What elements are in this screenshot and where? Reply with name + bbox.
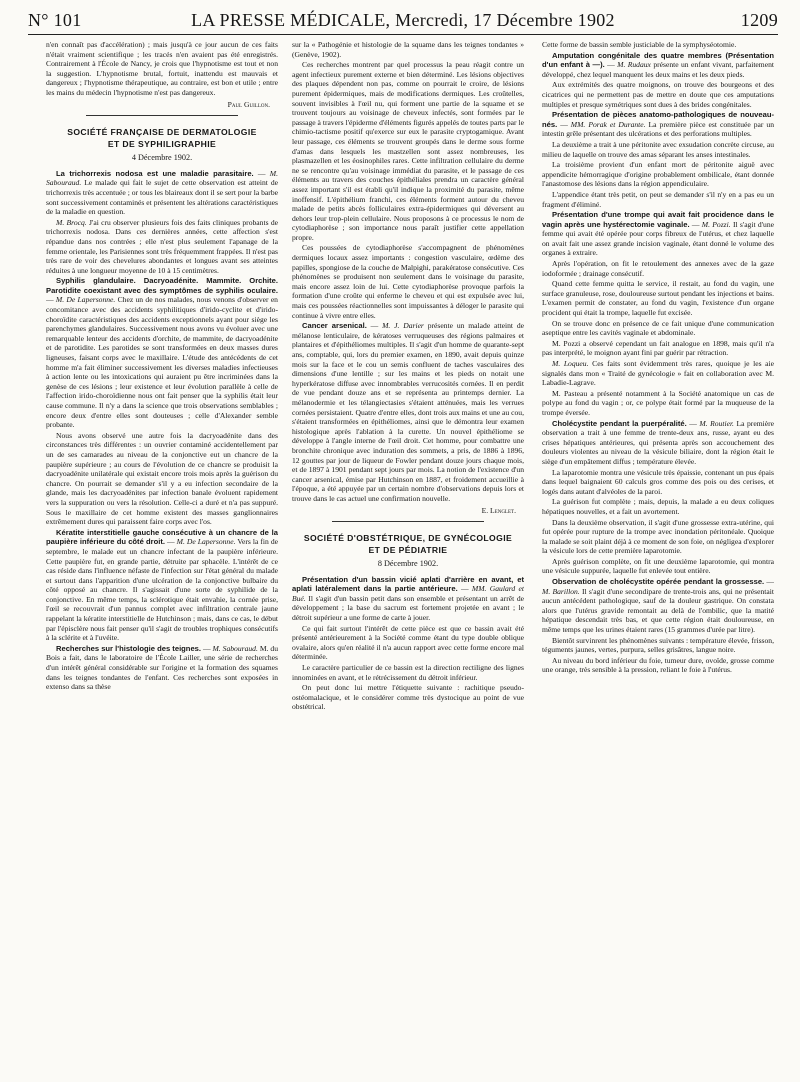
author: M. Pozzi. — [701, 219, 731, 229]
article-heading: Présentation d'un bassin vicié aplati d'arrière en avant, et aplati latéralement dans la partie antérieure. — [292, 574, 524, 594]
author: MM. Gaulard et Bué. — [292, 584, 524, 603]
author: M. Rudaux — [617, 60, 651, 70]
signature: E. Lenglet. — [481, 505, 516, 515]
header-rule — [28, 34, 778, 35]
article-text: Il s'agit d'un bassin petit dans son ensemble et présentant un arrêt de développement ; la base du sacrum est fortement projetée en avant ; le détroit supérieur a une forme de carte à jouer. — [292, 593, 524, 623]
article-heading: Syphilis glandulaire. Dacryoadénite. Mammite. Orchite. Parotidite coexistant avec des symptômes de syphilis oculaire. — [46, 276, 278, 295]
signature: Paul Guillon. — [227, 99, 270, 109]
article-heading: Observation de cholécystite opérée pendant la grossesse. — [552, 577, 765, 587]
author: M. J. Darier — [382, 321, 424, 331]
paragraph: Quand cette femme quitta le service, il restait, au fond du vagin, une surface granuleuse, rose, douloureuse surtout pendant les injections et bains. L'examen permit de constater, au fond du vagin, l'existence d'un organe procident qui était la trompe, laquelle fut excisée. — [542, 279, 774, 318]
paragraph: Ces recherches montrent par quel processus la peau réagit contre un agent infectieux purement externe et bien déterminé. Les lésions objectives des plaques dépendent non pas, comme on pourrait le croire, de lésions purement épidermiques, mais de modifications dermiques. Les croûtelles, souvent invisibles à l'œil nu, qui forment une partie de la squame et se trouvent toujours au voisinage de cheveux infectés, sont formées par le passage à travers l'épiderme d'éléments figurés appelés de toutes parts par le chimio-tactisme positif qu'exerce sur eux le parasite cryptogamique. Avant leur passage, ces éléments se trouvent groupés dans le derme sous forme d'amas dans lesquels les mastzellen sont assez nombreuses, les plasmazellen et les éosinophiles rares. Cette infiltration cellulaire du derme ne se rencontre qu'au voisinage immédiat du parasite, et le passage de ces éléments au travers des couches épithéliales prendra un caractère général assez important s'il est établi qu'il indique la proximité du parasite, même inoffensif. L'épithélium franchi, ces éléments forment autour du cheveu malade de petits abcès folliculaires extra-épidermiques qui déversent au dehors leur trop-plein cellulaire. Nous proposons à ce processus le nom de cytodiaphorèse ; son importance nous paraît justifier cette appellation propre. — [292, 60, 524, 242]
article-heading: La trichorrexis nodosa est une maladie parasitaire. — [56, 168, 254, 178]
society-heading — [292, 532, 524, 556]
paragraph: La guérison fut complète ; mais, depuis, la malade a eu deux coliques hépatiques nouvelles, et a fait un avortement. — [542, 497, 774, 516]
paragraph: Présentation de pièces anatomo-pathologiques de nouveau-nés. — MM. Porak et Durante. La première pièce est constituée par un intestin grêle présentant des ulcérations et des perforations multiples. — [542, 110, 774, 139]
paragraph: Observation de cholécystite opérée pendant la grossesse. — M. Barillon. Il s'agit d'une secondipare de trente-trois ans, qui ne présentait aucun antécédent pathologique, sauf de la douleur gastrique. On constata alors que l'utérus gravide remontait au delà de l'ombilic, que la matité hépatique descendait très bas, et que cette région était douloureuse, en même temps que les urines étaient rares (15 grammes d'urée par litre). — [542, 577, 774, 635]
article-heading: Cancer arsenical. — [302, 321, 367, 331]
paragraph: La trichorrexis nodosa est une maladie parasitaire. — M. Sabouraud. Le malade qui fait le sujet de cette observation est atteint de trichorrexis très accentuée ; or tous les blaireaux dont il se sert pour la barbe sont successivement contaminés et présentent les altérations caractéristiques de la maladie en question. — [46, 168, 278, 217]
paragraph: Aux extrémités des quatre moignons, on trouve des bourgeons et des cicatrices qui ne permettent pas de mettre en doute que ces amputations multiples et presque symétriques sont dues à des brides congénitales. — [542, 80, 774, 109]
article-text: Le malade qui fait le sujet de cette observation est atteint de trichorrexis très accentuée ; or tous les blaireaux dont il se sert pour la barbe sont successivement contaminés et présentent les altérations caractéristiques de la maladie en question. — [46, 178, 278, 217]
session-date: 8 Décembre 1902. — [377, 559, 439, 569]
article-heading: Cholécystite pendant la puerpéralité. — [552, 418, 687, 428]
society-heading — [46, 126, 278, 150]
paragraph: Syphilis glandulaire. Dacryoadénite. Mammite. Orchite. Parotidite coexistant avec des symptômes de syphilis oculaire. — M. De Lapersonne. Chez un de nos malades, nous venons d'observer en concomitance avec des accidents syphilitiques d'irido-cyclite et d'irido-choroïdite caractéristiques des accidents exceptionnels ayant pour siège les parenchymes glandulaires. Successivement nous avons vu évoluer avec une remarquable lenteur des accidents d'orchite, de mammite, de dacryoadénite et de parotidite. Les parotides se sont transformées en deux masses dures ligneuses, faisant corps avec le maxillaire. L'étude des antécédents de cet homme m'a fait éliminer successivement les diverses maladies infectieuses à action lente ou les intoxications qui auraient pu être incriminées dans la genèse de ces lésions ; leur existence et leur évolution parallèle à celle de l'affection irido-choroïdienne nous ont fait penser que la syphilis était leur cause commune. Il n'y a dans la science que trois observations semblables ; encore deux d'entre elles sont douteuses ; celle d'Alexander semble probante. — [46, 276, 278, 430]
article-heading: Présentation d'une trompe qui avait fait procidence dans le vagin après une hystérectomie vaginale. — [542, 210, 774, 229]
running-head — [28, 8, 778, 34]
paragraph: La laparotomie montra une vésicule très épaissie, contenant un pus épais dans lequel baignaient 60 calculs gros comme des pois ou des cerises, et logés dans autant d'alvéoles de la paroi. — [542, 467, 774, 496]
paragraph — [46, 218, 278, 276]
paragraph: Cholécystite pendant la puerpéralité. — M. Routier. La première observation a trait à une femme de trente-deux ans, russe, ayant eu des crises hépatiques antérieures, qui présenta après son accouchement des douleurs violentes au niveau de la vésicule biliaire, dont la région était le siège d'un empâtement diffus ; température élevée. — [542, 418, 774, 466]
author: M. Brocq. — [56, 217, 87, 227]
paragraph: Après l'opération, on fit le retoulement des annexes avec de la gaze iodoformée ; drainage consécutif. — [542, 259, 774, 278]
article-text: Il s'agit d'une femme qui avait été opérée pour corps fibreux de l'utérus, et chez laquelle on avait fait une assez grande incision vaginale, étant donné le volume des organes à extraire. — [542, 219, 774, 258]
author: M. De Lapersonne. — [176, 537, 236, 547]
society-heading-line: SOCIÉTÉ FRANÇAISE DE DERMATOLOGIE — [67, 127, 257, 138]
paragraph: Kératite interstitielle gauche consécutive à un chancre de la paupière inférieure du côté droit. — M. De Lapersonne. Vers la fin de septembre, le malade eut un chancre infectant de la paupière inférieure. Cette paupière fut, en grande partie, détruite par sphacèle. L'intérêt de ce cas réside dans l'influence néfaste de l'infection sur l'état général du malade et surtout dans l'apparition d'une ulcération de la conjonctive bulbaire du côté opposé au chancre. Il s'agissait d'une sorte de syphilide de la conjonctive. En même temps, la sclérotique était envahie, la cornée prise, l'œil se recouvrait d'un pannus complet avec infiltration centrale jaune rappelant la kératite interstitielle de Hutchinson ; mais, dans ce cas, le début par l'épisclère nous fait penser qu'il s'agit de troubles trophiques consécutifs à la sclérite et à l'uvéite. — [46, 527, 278, 643]
author: M. Sabouraud. — [46, 168, 278, 188]
paragraph: On peut donc lui mettre l'étiquette suivante : rachitique pseudo-ostéomalacique, et le considérer comme très dystocique au point de vue obstétrical. — [292, 683, 524, 712]
section-rule — [86, 115, 238, 116]
page-number-left: N° 101 — [28, 10, 82, 30]
paragraph: Cancer arsenical. — M. J. Darier présente un malade atteint de mélanose lenticulaire, de kératoses verruqueuses des régions palmaires et plantaires et d'épithéliomes multiples. Il s'agit d'un homme de quarante-sept ans, comptable, qui, lors du premier examen, en 1890, avait depuis quinze mois sur la face et le cou un semis confluent de taches vasculaires des dimensions d'une lentille ; sur les mains et les pieds on notait une hyperkératose diffuse avec innombrables verrucosités cornées. Il en perdit de vue pendant douze ans et se représenta au printemps dernier. La mélanodermie et les télangiectasies s'étaient atténuées, mais les verrues cornées persistaient. Quatre d'entre elles, dont trois aux mains et une au cou, s'étaient transformées en épithéliomes, ainsi que le démontra leur examen histologique après l'ablation à la curette. Un nouvel épithéliome se développe à l'angle interne de l'œil droit. Cet homme, pour combattre une bronchite chronique avec induration des sommets, a pris, de 1886 à 1896, 12 gouttes par jour de liqueur de Fowler pendant douze jours chaque mois, et de 1897 à 1901 pendant sept jours par mois. La notion de l'existence d'un cancer arsenical, émise par Hutchinson en 1887, et froidement accueillie à l'époque, a été appuyée par un certain nombre d'observations depuis lors et trouve dans le cas actuel une confirmation nouvelle. — [292, 321, 524, 503]
paragraph: Dans la deuxième observation, il s'agit d'une grossesse extra-utérine, qui fut opérée pour rupture de la trompe avec inondation péritonéale. Quoique la malade se soit plaint déjà à ce moment de son foie, on négligea d'explorer la vésicule lors de cette première laparotomie. — [542, 517, 774, 556]
article-heading: Kératite interstitielle gauche consécutive à un chancre de la paupière inférieure du côté droit. — [46, 527, 278, 547]
article-heading: Présentation de pièces anatomo-pathologiques de nouveau-nés. — [542, 110, 774, 129]
author: M. Loqueu. — [552, 359, 589, 368]
society-heading-line: ET DE PÉDIATRIE — [368, 545, 448, 556]
author: M. De Lapersonne. — [55, 295, 116, 305]
column-3 — [542, 40, 774, 1074]
article-text: La première observation a trait à une femme de trente-deux ans, russe, ayant eu des crises hépatiques antérieures, qui présenta après son accouchement des douleurs violentes au niveau de la vésicule biliaire, dont la région était le siège d'un empâtement diffus ; température élevée. — [542, 418, 774, 466]
paragraph: La deuxième a trait à une péritonite avec exsudation concrète circuse, au milieu de laquelle on trouve des amas séparant les anses intestinales. — [542, 139, 774, 159]
page-number-right: 1209 — [740, 10, 778, 30]
paragraph: Présentation d'une trompe qui avait fait procidence dans le vagin après une hystérectomie vaginale. — M. Pozzi. Il s'agit d'une femme qui avait été opérée pour corps fibreux de l'utérus, et chez laquelle on avait fait une assez grande incision vaginale, étant donné le volume des organes à extraire. — [542, 210, 774, 258]
article-text: présente un malade atteint de mélanose lenticulaire, de kératoses verruqueuses des régions palmaires et plantaires et d'épithéliomes multiples. Il s'agit d'un homme de quarante-sept ans, comptable, qui, lors du premier examen, en 1890, avait depuis quinze mois sur la face et le cou un semis confluent de taches vasculaires des dimensions d'une lentille ; sur les mains et les pieds on notait une hyperkératose diffuse avec innombrables verrucosités cornées. Il en perdit de vue pendant douze ans et se représenta au printemps dernier. La mélanodermie et les télangiectasies s'étaient atténuées, mais les verrues cornées persistaient. Quatre d'entre elles, dont trois aux mains et une au cou, s'étaient transformées en épithéliomes, ainsi que le démontra leur examen histologique après l'ablation à la curette. Un nouvel épithéliome se développe à l'angle interne de l'œil droit. Cet homme, pour combattre une bronchite chronique avec induration des sommets, a pris, de 1886 à 1896, 12 gouttes par jour de liqueur de Fowler pendant douze jours chaque mois, et de 1897 à 1901 pendant sept jours par mois. La notion de l'existence d'un cancer arsenical, émise par Hutchinson en 1887, et froidement accueillie à l'époque, a été appuyée par un certain nombre d'observations depuis lors et trouve dans le cas actuel une confirmation nouvelle. — [292, 321, 524, 503]
paragraph: Le caractère particulier de ce bassin est la direction rectiligne des lignes innominées en avant, et le rétrécissement du détroit inférieur. — [292, 663, 524, 682]
paragraph: Ce qui fait surtout l'intérêt de cette pièce est que ce bassin avait été présenté antérieurement à la Société comme étant du type double oblique ovalaire, alors qu'en réalité il n'a aucun rapport avec cette forme encore mal déterminée. — [292, 623, 524, 662]
paragraph: n'en connaît pas d'accélération) ; mais jusqu'à ce jour aucun de ces faits n'était vraiment scientifique ; les tracés n'en avaient pas été enregistrés. Contrairement à l'École de Nancy, je crois que l'hypnotisme est tout et non la suggestion. L'hypnotisme brutal, fortuit, inattendu est mauvais et dangereux ; l'hypnotisme thérapeutique, au contraire, est bon et utile ; entre les mains du médecin l'hypnotisme n'est pas dangereux. — [46, 40, 278, 97]
column-1 — [46, 40, 278, 1074]
article-text: Il s'agit d'une secondipare de trente-trois ans, qui ne présentait aucun antécédent pathologique, sauf de la douleur gastrique. On constata alors que l'utérus gravide remontait au delà de l'ombilic, que la matité hépatique descendait très bas, et que cette région était douloureuse, en même temps que les urines étaient rares (15 grammes d'urée par litre). — [542, 586, 774, 635]
paragraph — [542, 359, 774, 388]
section-rule — [332, 521, 484, 522]
paragraph: sur la « Pathogénie et histologie de la squame dans les teignes tondantes » (Genève, 1902). — [292, 40, 524, 59]
paragraph: Au niveau du bord inférieur du foie, tumeur dure, ovoïde, grosse comme une orange, très sensible à la pression, reliant le foie à l'utérus. — [542, 655, 774, 675]
journal-title: LA PRESSE MÉDICALE, Mercredi, 17 Décembre 1902 — [191, 10, 615, 30]
society-heading-line: SOCIÉTÉ D'OBSTÉTRIQUE, DE GYNÉCOLOGIE — [303, 533, 513, 544]
paragraph: M. Pasteau a présenté notamment à la Société anatomique un cas de polype au fond du vagin ; or, ce polype était formé par la muqueuse de la trompe éversée. — [542, 388, 774, 417]
article-text: Chez un de nos malades, nous venons d'observer en concomitance avec des accidents syphilitiques d'irido-cyclite et d'irido-choroïdite caractéristiques des accidents exceptionnels ayant pour siège les parenchymes glandulaires. Successivement nous avons vu évoluer avec une remarquable lenteur des accidents d'orchite, de mammite, de dacryoadénite et de parotidite. Les parotides se sont transformées en deux masses dures ligneuses, faisant corps avec le maxillaire. L'étude des antécédents de cet homme m'a fait éliminer successivement les diverses maladies infectieuses à action lente ou les intoxications qui auraient pu être incriminées dans la genèse de ces lésions ; leur existence et leur évolution parallèle à celle de l'affection irido-choroïdienne nous ont fait penser que la syphilis était leur cause commune. Il n'y a dans la science que trois observations semblables ; encore deux d'entre elles sont douteuses ; celle d'Alexander semble probante. — [46, 295, 278, 430]
author: M. Barillon. — [542, 586, 580, 596]
article-heading: Amputation congénitale des quatre membres (Présentation d'un enfant à —). — [542, 50, 774, 70]
paragraph: Recherches sur l'histologie des teignes. — M. Sabouraud. M. du Bois a fait, dans le laboratoire de l'École Lailler, une série de recherches d'un intérêt général considérable sur l'origine et la formation des squames dans les teignes tondantes de l'enfant. Ces recherches sont exposées in extenso dans sa thèse — [46, 643, 278, 692]
paragraph: Ces poussées de cytodiaphorèse s'accompagnent de phénomènes dermiques locaux assez importants : congestion vasculaire, œdème des papilles, spongiose de la couche de Malpighi, parakératose consécutive. Ces phénomènes se produisent non seulement dans le voisinage du parasite, mais encore assez loin de lui. Cette cytodiaphorèse provoque parfois la formation d'une croûte qui enferme le cheveu et qui est expulsée avec lui, mais ces poussées réactionnelles sont impuissantes à déloger le parasite qui continue à vivre entre elles. — [292, 243, 524, 320]
session-date: 4 Décembre 1902. — [131, 153, 193, 163]
article-text: La première pièce est constituée par un intestin grêle présentant des ulcérations et des perforations multiples. — [542, 119, 774, 139]
paragraph: L'appendice étant très petit, on peut se demander s'il n'y en a pas eu un fragment d'éliminé. — [542, 189, 774, 209]
article-text: J'ai cru observer plusieurs fois des faits cliniques probants de trichorrexis nodosa. Dans ces dernières années, cette affection s'est répandue dans nos contrées ; elle n'est plus seulement l'apanage de la femme orientale, les Parisiennes sont très fréquemment frappées. Il n'est pas très rare de voir des chevelures abondantes et longues avant ses atteintes réduites à une longueur moyenne de 10 à 15 centimètres. — [46, 217, 278, 275]
article-text: Ces faits sont évidemment très rares, quoique je les aie signalés dans mon « Traité de gynécologie » fait en collaboration avec M. Labadie-Lagrave. — [542, 359, 774, 388]
paragraph: M. Pozzi a observé cependant un fait analogue en 1898, mais qu'il n'a pas interprété, le moignon ayant fini par guérir par rétraction. — [542, 338, 774, 358]
author: M. Sabouraud. — [212, 643, 258, 653]
article-heading: Recherches sur l'histologie des teignes. — [56, 643, 202, 653]
paragraph: Présentation d'un bassin vicié aplati d'arrière en avant, et aplati latéralement dans la partie antérieure. — MM. Gaulard et Bué. Il s'agit d'un bassin petit dans son ensemble et présentant un arrêt de développement ; la base du sacrum est fortement projetée en avant ; le détroit supérieur a une forme de carte à jouer. — [292, 574, 524, 623]
paragraph: Bientôt survinrent les phénomènes suivants : température élevée, frisson, téguments jaunes, vertes, purpura, selles grisâtres, langue noire. — [542, 635, 774, 655]
article-text: présente un enfant vivant, parfaitement développé, chez lequel manquent les deux mains et les deux pieds. — [542, 60, 774, 79]
paragraph: Nous avons observé une autre fois la dacryoadénite dans des circonstances très différentes : un ouvrier contaminé accidentellement par un de ses camarades au niveau de la conjonctive eut un chancre de la paupière supérieure ; au cours de l'évolution de ce chancre se produisit la dacryoadénite unilatérale qui existait encore trois mois après la guérison du chancre. On pourrait se demander s'il y a eu infection secondaire de la glande, mais les dacryoadénites par infection banale évoluent rapidement vers la suppuration ou vers la résolution. Celle-ci a duré et n'a pas suppuré. Sous le maxillaire de cet homme existent des masses ganglionnaires extrêmement dures qui paraissent faire corps avec l'os. — [46, 430, 278, 527]
column-2 — [292, 40, 524, 1074]
author: MM. Porak et Durante. — [570, 119, 646, 129]
author: M. Routier. — [699, 418, 734, 428]
article-text: M. du Bois a fait, dans le laboratoire de l'École Lailler, une série de recherches d'un intérêt général considérable sur l'origine et la formation des squames dans les teignes tondantes de l'enfant. Ces recherches sont exposées in extenso dans sa thèse — [46, 643, 278, 692]
paragraph: Cette forme de bassin semble justiciable de la symphyséotomie. — [542, 40, 737, 49]
article-text: Vers la fin de septembre, le malade eut un chancre infectant de la paupière inférieure. Cette paupière fut, en grande partie, détruite par sphacèle. L'intérêt de ce cas réside dans l'influence néfaste de l'infection sur l'état général du malade et surtout dans l'apparition d'une ulcération de la conjonctive bulbaire du côté opposé au chancre. Il s'agissait d'une sorte de syphilide de la conjonctive. En même temps, la sclérotique était envahie, la cornée prise, l'œil se recouvrait d'un pannus complet avec infiltration centrale jaune rappelant la kératite interstitielle de Hutchinson ; mais, dans ce cas, le début par l'épisclère nous fait penser qu'il s'agit de troubles trophiques consécutifs à la sclérite et à l'uvéite. — [46, 537, 278, 643]
paragraph: Amputation congénitale des quatre membres (Présentation d'un enfant à —). — M. Rudaux présente un enfant vivant, parfaitement développé, chez lequel manquent les deux mains et les deux pieds. — [542, 50, 774, 79]
society-heading-line: ET DE SYPHILIGRAPHIE — [107, 139, 217, 150]
paragraph: La troisième provient d'un enfant mort de péritonite aiguë avec appendicite hémorragique d'origine probablement ombilicale, étant donnée l'anastomose des lésions dans la région appendiculaire. — [542, 160, 774, 189]
paragraph: On se trouve donc en présence de ce fait unique d'une communication aseptique entre les cavités vaginale et abdominale. — [542, 318, 774, 338]
paragraph: Après guérison complète, on fit une deuxième laparotomie, qui montra une vésicule suppurée, laquelle fut enlevée tout entière. — [542, 556, 774, 576]
